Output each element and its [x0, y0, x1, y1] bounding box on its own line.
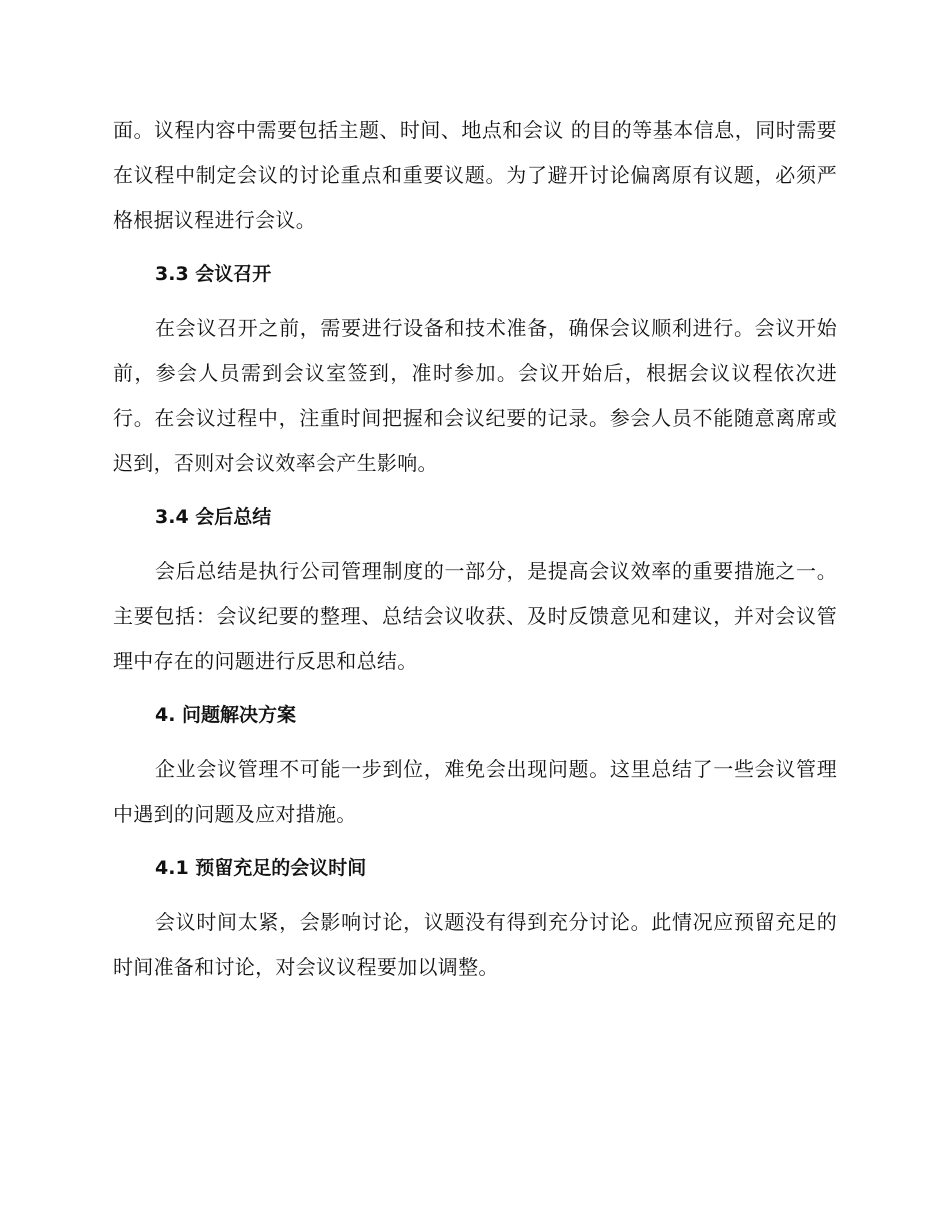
section-heading-3-3: 3.3 会议召开 [155, 263, 272, 285]
paragraph-reserve-time: 会议时间太紧，会影响讨论，议题没有得到充分讨论。此情况应预留充足的时间准备和讨论，对会议议程要加以调整。 [113, 910, 837, 979]
section-heading-3-4: 3.4 会后总结 [155, 506, 272, 528]
section-heading-4-1: 4.1 预留充足的会议时间 [155, 857, 367, 879]
document-body [113, 108, 837, 990]
paragraph-post-meeting-summary: 会后总结是执行公司管理制度的一部分，是提高会议效率的重要措施之一。主要包括：会议纪要的整理、总结会议收获、及时反馈意见和建议，并对会议管理中存在的问题进行反思和总结。 [113, 559, 837, 673]
section-heading-4: 4. 问题解决方案 [155, 704, 297, 726]
paragraph-agenda-continued: 面。议程内容中需要包括主题、时间、地点和会议 的目的等基本信息，同时需要在议程中制定会议的讨论重点和重要议题。为了避开讨论偏离原有议题，必须严格根据议程进行会议。 [113, 118, 837, 232]
paragraph-solutions-intro: 企业会议管理不可能一步到位，难免会出现问题。这里总结了一些会议管理中遇到的问题及应对措施。 [113, 757, 837, 826]
paragraph-meeting-conduct: 在会议召开之前，需要进行设备和技术准备，确保会议顺利进行。会议开始前，参会人员需到会议室签到，准时参加。会议开始后，根据会议议程依次进行。在会议过程中，注重时间把握和会议纪要的记录。参会人员不能随意离席或迟到，否则对会议效率会产生影响。 [113, 316, 837, 475]
